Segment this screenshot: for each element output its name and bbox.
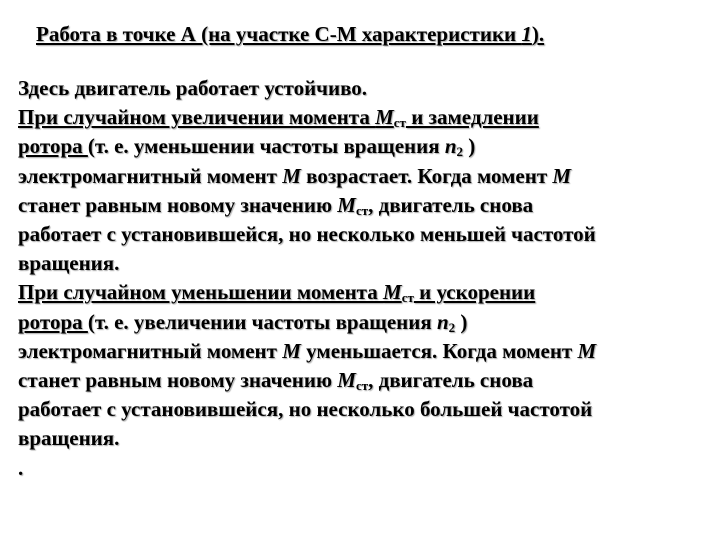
trailing-dot: . [18, 455, 24, 480]
body-text [18, 74, 708, 483]
p1-line-2 [18, 132, 708, 161]
p2-rotor: ротора [18, 309, 88, 334]
p2-l3-a: электромагнитный момент [18, 338, 283, 363]
paragraph-intro: Здесь двигатель работает устойчиво. [18, 76, 368, 100]
title-text-end: ). [531, 22, 545, 46]
p2-symbol-n: n [436, 309, 449, 334]
p1-line-4 [18, 191, 708, 220]
p2-line-6: вращения. [18, 426, 120, 451]
title-text: Работа в точке А (на участке С-М характеристики [36, 22, 522, 46]
p1-l4-b: , двигатель снова [368, 192, 534, 217]
p1-l4-symbol-m: M [337, 192, 356, 217]
p2-line-1 [18, 278, 708, 307]
p1-line-1 [18, 103, 708, 132]
p1-line-5: работает с установившейся, но несколько меньшей частотой [18, 222, 596, 247]
p2-line-4 [18, 366, 708, 395]
p1-subscript-2: 2 [456, 144, 464, 160]
p2-l3-symbol-m: M [282, 338, 301, 363]
slide-title [36, 22, 676, 47]
p2-symbol-m: M [383, 280, 402, 305]
p1-l3-symbol-m2: M [552, 163, 572, 188]
p1-line-3 [18, 162, 708, 191]
p1-line-6: вращения. [18, 251, 120, 276]
p1-l2-end: ) [463, 134, 476, 159]
p2-l4-subscript-st: ст [355, 378, 369, 394]
p2-l4-a: станет равным новому значению [18, 368, 338, 393]
p1-l3-a: электромагнитный момент [18, 163, 283, 188]
p1-l4-subscript-st: ст [355, 202, 369, 218]
p2-l3-b: уменьшается. Когда момент [300, 338, 578, 363]
p2-subscript-st: ст [401, 290, 414, 306]
p1-tail: и замедлении [405, 105, 539, 130]
title-characteristic-number: 1 [521, 22, 532, 46]
p1-lead: При случайном увеличении момента [18, 105, 376, 130]
p2-line-3 [18, 337, 708, 366]
p1-symbol-n: n [444, 134, 457, 159]
p2-tail: и ускорении [413, 280, 536, 305]
p2-subscript-2: 2 [448, 319, 456, 335]
p1-rotor: ротора [18, 134, 88, 159]
p2-l2-text: (т. е. увеличении частоты вращения [87, 309, 437, 334]
p2-lead: При случайном уменьшении момента [18, 280, 383, 305]
p2-l3-symbol-m2: M [577, 338, 597, 363]
p1-subscript-st: ст [393, 115, 406, 131]
p2-l4-symbol-m: M [337, 368, 356, 393]
p1-l3-symbol-m: M [282, 163, 301, 188]
p1-l3-b: возрастает. Когда момент [300, 163, 553, 188]
p1-symbol-m: M [375, 105, 394, 130]
p2-line-5: работает с установившейся, но несколько большей частотой [18, 397, 593, 422]
p2-l4-b: , двигатель снова [368, 368, 534, 393]
p2-line-2 [18, 308, 708, 337]
p1-l4-a: станет равным новому значению [18, 192, 338, 217]
p1-l2-text: (т. е. уменьшении частоты вращения [87, 134, 445, 159]
p2-l2-end: ) [455, 309, 468, 334]
